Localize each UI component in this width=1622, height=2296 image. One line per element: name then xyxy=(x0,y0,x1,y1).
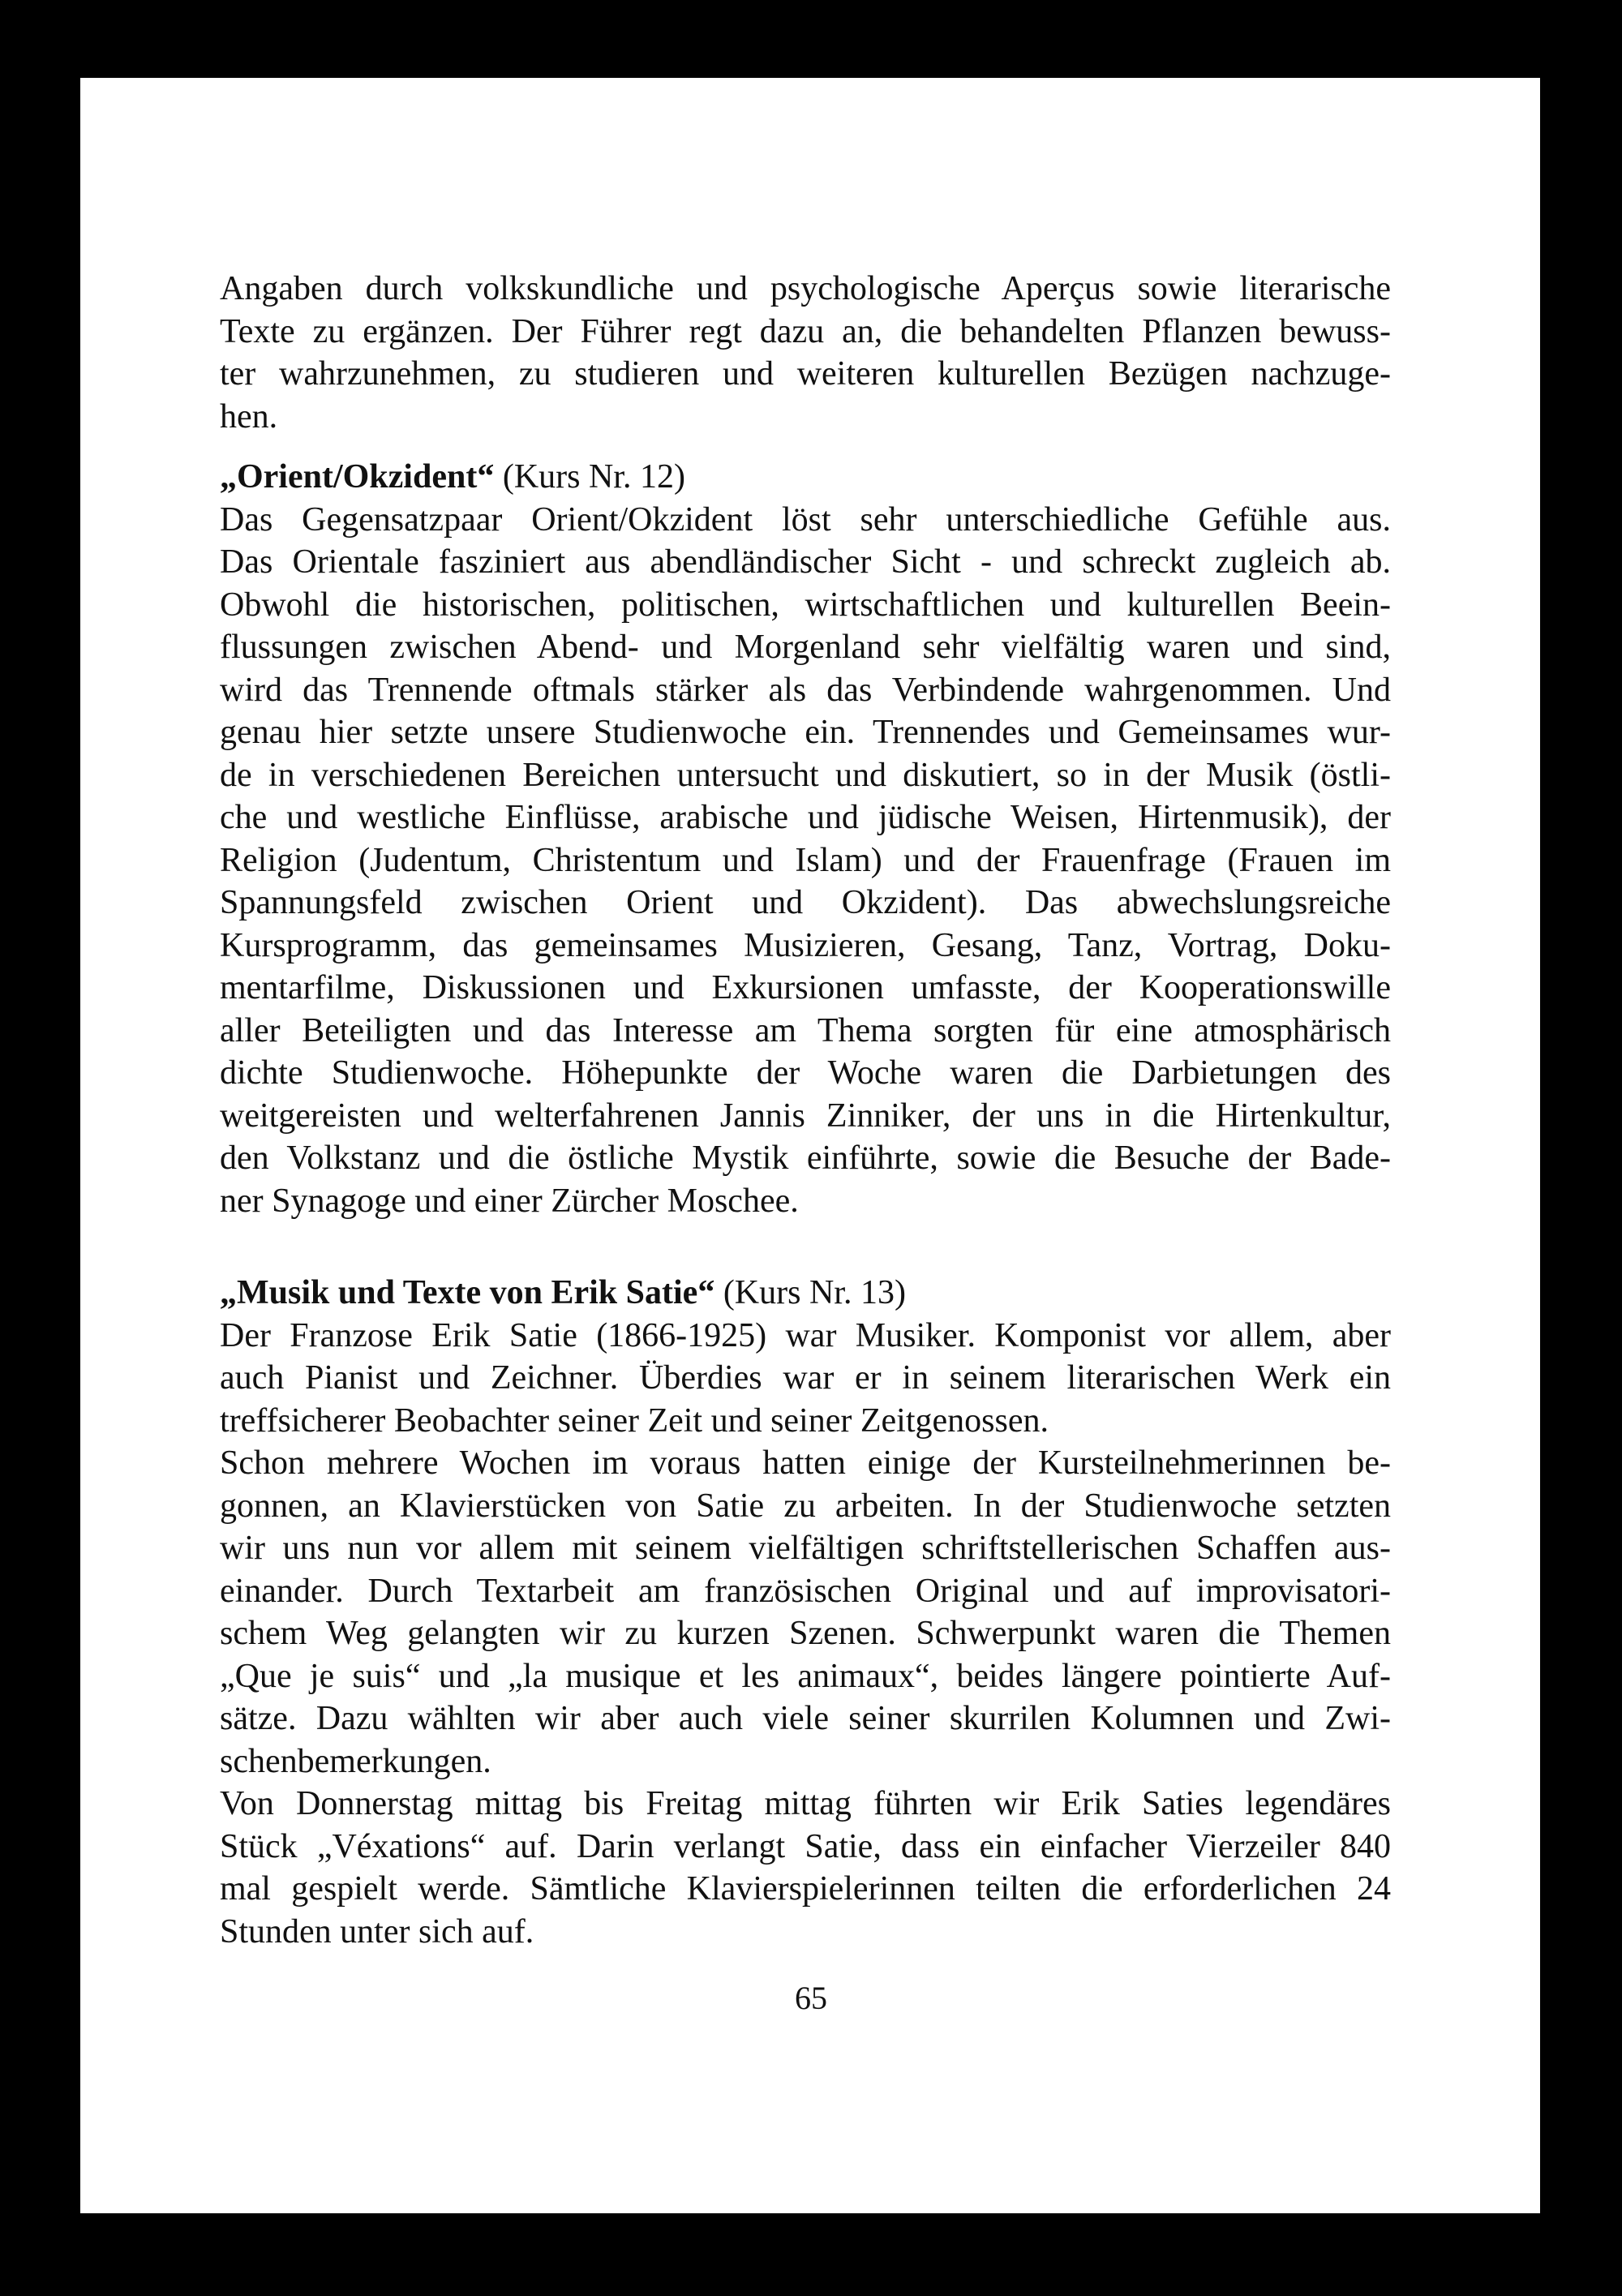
section-body xyxy=(220,499,1391,1223)
section-title: „Musik und Texte von Erik Satie“ xyxy=(220,1274,715,1311)
section-heading xyxy=(220,456,1391,499)
text-line: Stunden unter sich auf. xyxy=(220,1912,534,1951)
text-line: hen. xyxy=(220,397,278,436)
text-line: genau hier setzte unsere Studienwoche ein. Trennendes und Gemeinsames wur- xyxy=(220,714,1391,751)
text-line: „Que je suis“ und „la musique et les animaux“, beides längere pointierte Auf- xyxy=(220,1657,1391,1695)
text-line: Kursprogramm, das gemeinsames Musizieren, Gesang, Tanz, Vortrag, Doku- xyxy=(220,926,1391,964)
text-line: sätze. Dazu wählten wir aber auch viele seiner skurrilen Kolumnen und Zwi- xyxy=(220,1700,1391,1737)
text-line: flussungen zwischen Abend- und Morgenland sehr vielfältig waren und sind, xyxy=(220,629,1391,666)
intro-paragraph xyxy=(220,268,1391,438)
text-line: schem Weg gelangten wir zu kurzen Szenen. Schwerpunkt waren die Themen xyxy=(220,1615,1391,1652)
section-orient-okzident xyxy=(220,456,1391,1222)
text-line: auch Pianist und Zeichner. Überdies war er in seinem literarischen Werk ein xyxy=(220,1359,1391,1397)
text-line: ner Synagoge und einer Zürcher Moschee. xyxy=(220,1182,799,1220)
section-title: „Orient/Okzident“ xyxy=(220,458,495,496)
section-heading xyxy=(220,1272,1391,1315)
text-line: Der Franzose Erik Satie (1866-1925) war Musiker. Komponist vor allem, aber xyxy=(220,1316,1391,1354)
section-body xyxy=(220,1315,1391,1954)
text-line: wird das Trennende oftmals stärker als das Verbindende wahrgenommen. Und xyxy=(220,671,1391,709)
text-line: wir uns nun vor allem mit seinem vielfältigen schriftstellerischen Schaffen aus- xyxy=(220,1530,1391,1567)
page-number: 65 xyxy=(795,1980,827,2016)
text-line: ter wahrzunehmen, zu studieren und weiteren kulturellen Bezügen nachzuge- xyxy=(220,355,1391,393)
text-line: gonnen, an Klavierstücken von Satie zu arbeiten. In der Studienwoche setzten xyxy=(220,1487,1391,1525)
text-line: aller Beteiligten und das Interesse am Thema sorgten für eine atmosphärisch xyxy=(220,1011,1391,1049)
text-line: schenbemerkungen. xyxy=(220,1742,491,1780)
course-number: (Kurs Nr. 12) xyxy=(494,458,685,496)
text-line: che und westliche Einflüsse, arabische und jüdische Weisen, Hirtenmusik), der xyxy=(220,799,1391,836)
text-line: Stück „Véxations“ auf. Darin verlangt Satie, dass ein einfacher Vierzeiler 840 xyxy=(220,1827,1391,1865)
text-line: Obwohl die historischen, politischen, wirtschaftlichen und kulturellen Beein- xyxy=(220,586,1391,624)
text-line: einander. Durch Textarbeit am französischen Original und auf improvisatori- xyxy=(220,1572,1391,1610)
text-line: mal gespielt werde. Sämtliche Klavierspielerinnen teilten die erforderlichen 24 xyxy=(220,1870,1391,1908)
course-number: (Kurs Nr. 13) xyxy=(714,1274,906,1311)
text-line: de in verschiedenen Bereichen untersucht und diskutiert, so in der Musik (östli- xyxy=(220,756,1391,794)
text-line: den Volkstanz und die östliche Mystik einführte, sowie die Besuche der Bade- xyxy=(220,1139,1391,1177)
text-line: mentarfilme, Diskussionen und Exkursionen umfasste, der Kooperationswille xyxy=(220,969,1391,1006)
text-line: Spannungsfeld zwischen Orient und Okzident). Das abwechslungsreiche xyxy=(220,884,1391,921)
text-line: Von Donnerstag mittag bis Freitag mittag führten wir Erik Saties legendäres xyxy=(220,1785,1391,1822)
text-line: dichte Studienwoche. Höhepunkte der Woche waren die Darbietungen des xyxy=(220,1054,1391,1092)
text-line: Das Gegensatzpaar Orient/Okzident löst sehr unterschiedliche Gefühle aus. xyxy=(220,500,1391,539)
text-line: treffsicherer Beobachter seiner Zeit und seiner Zeitgenossen. xyxy=(220,1401,1049,1440)
section-erik-satie xyxy=(220,1272,1391,1953)
text-line: Religion (Judentum, Christentum und Islam) und der Frauenfrage (Frauen im xyxy=(220,841,1391,879)
text-line: Angaben durch volkskundliche und psychologische Aperçus sowie literarische xyxy=(220,270,1391,307)
text-line: Schon mehrere Wochen im voraus hatten einige der Kursteilnehmerinnen be- xyxy=(220,1444,1391,1482)
text-line: weitgereisten und welterfahrenen Jannis Zinniker, der uns in die Hirtenkultur, xyxy=(220,1097,1391,1135)
text-line: Texte zu ergänzen. Der Führer regt dazu an, die behandelten Pflanzen bewuss- xyxy=(220,312,1391,350)
text-line: Das Orientale fasziniert aus abendländischer Sicht - und schreckt zugleich ab. xyxy=(220,543,1391,581)
